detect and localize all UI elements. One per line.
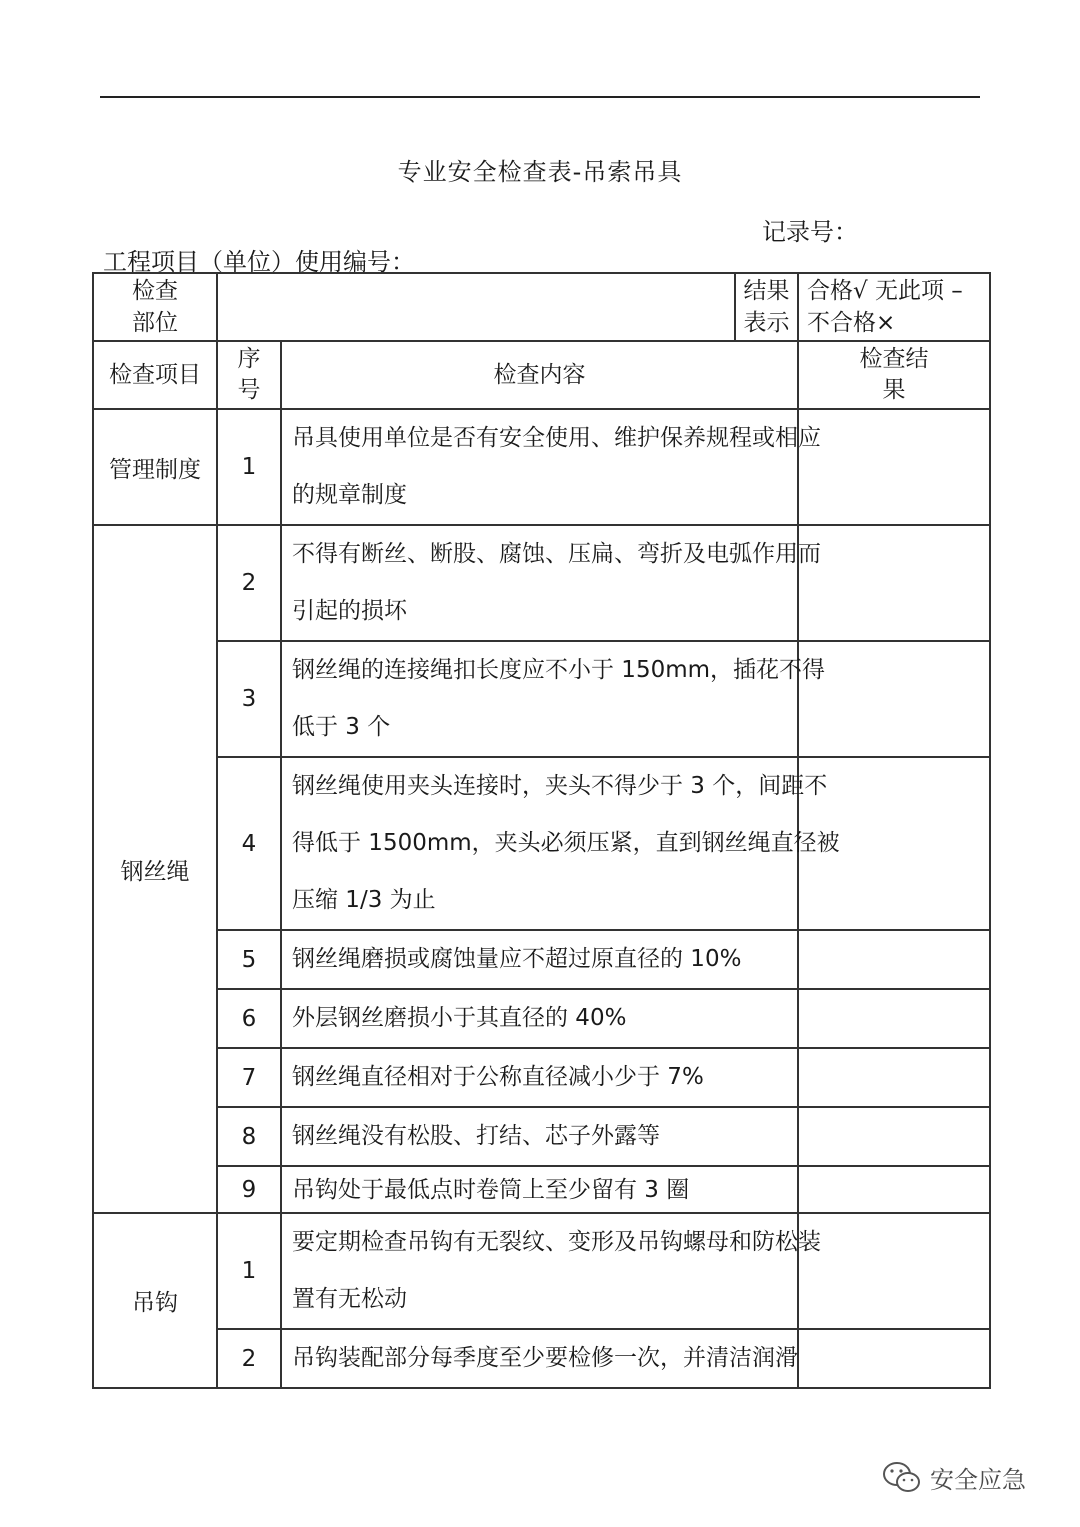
column-header-content: 检查内容: [281, 341, 798, 409]
content-line: 吊钩处于最低点时卷筒上至少留有 3 圈: [292, 1176, 690, 1203]
table-row: [93, 1166, 990, 1213]
table-row: [93, 930, 990, 989]
table-row: [93, 1048, 990, 1107]
table-row: [93, 409, 990, 525]
result-cell[interactable]: [798, 989, 990, 1048]
seq-cell: 4: [217, 757, 281, 930]
content-line: 不得有断丝、断股、腐蚀、压扁、弯折及电弧作用而: [292, 541, 821, 567]
seq-cell: 2: [217, 1329, 281, 1388]
document-title: 专业安全检查表-吊索吊具: [397, 158, 683, 186]
record-number-label: 记录号：: [762, 218, 858, 246]
seq-cell: 2: [217, 525, 281, 641]
seq-cell: 1: [217, 409, 281, 525]
content-line: 要定期检查吊钩有无裂纹、变形及吊钩螺母和防松装: [292, 1229, 821, 1255]
content-line: 钢丝绳没有松股、打结、芯子外露等: [292, 1123, 660, 1149]
table-row: [93, 1329, 990, 1388]
table-row: [93, 641, 990, 757]
table-row: [93, 1213, 990, 1329]
content-line: 吊钩装配部分每季度至少要检修一次，并清洁润滑: [292, 1345, 798, 1371]
seq-cell: 7: [217, 1048, 281, 1107]
content-cell: [281, 1213, 821, 1329]
result-legend: 合格√ 无此项 – 不合格×: [798, 273, 990, 341]
location-value-cell[interactable]: [217, 273, 735, 341]
column-header-result: 检查结 果: [798, 341, 990, 409]
seq-cell: 1: [217, 1213, 281, 1329]
result-cell[interactable]: [798, 641, 990, 757]
content-line: 置有无松动: [292, 1286, 407, 1312]
column-header-seq: 序 号: [217, 341, 281, 409]
content-cell: [281, 1166, 798, 1213]
project-line: 工程项目（单位）使用编号：: [103, 248, 415, 276]
content-line: 钢丝绳直径相对于公称直径减小少于 7%: [292, 1064, 704, 1090]
content-line: 钢丝绳使用夹头连接时，夹头不得少于 3 个，间距不: [292, 773, 828, 799]
category-cell: 吊钩: [93, 1213, 217, 1388]
content-cell: [281, 930, 798, 989]
content-line: 吊具使用单位是否有安全使用、维护保养规程或相应: [292, 425, 821, 451]
location-label: 检查 部位: [93, 273, 217, 341]
result-cell[interactable]: [798, 1048, 990, 1107]
seq-cell: 6: [217, 989, 281, 1048]
content-cell: [281, 1107, 798, 1166]
table-row: [93, 525, 990, 641]
result-cell[interactable]: [798, 930, 990, 989]
result-cell[interactable]: [798, 1329, 990, 1388]
content-line: 得低于 1500mm，夹头必须压紧，直到钢丝绳直径被: [292, 830, 840, 856]
result-cell[interactable]: [798, 1213, 990, 1329]
seq-cell: 9: [217, 1166, 281, 1213]
seq-cell: 3: [217, 641, 281, 757]
content-line: 引起的损坏: [292, 598, 407, 624]
table-row: [93, 757, 990, 930]
content-cell: [281, 409, 821, 525]
content-cell: [281, 1048, 798, 1107]
category-cell: 钢丝绳: [93, 525, 217, 1213]
content-cell: [281, 641, 826, 757]
watermark: [882, 1460, 1026, 1495]
content-line: 钢丝绳的连接绳扣长度应不小于 150mm，插花不得: [292, 657, 826, 683]
column-header-row: [93, 341, 990, 409]
content-cell: [281, 757, 840, 930]
table-row: [93, 989, 990, 1048]
wechat-icon: [882, 1461, 922, 1495]
header-row: [93, 273, 990, 341]
content-line: 钢丝绳磨损或腐蚀量应不超过原直径的 10%: [292, 946, 742, 972]
inspection-table: [92, 272, 991, 1389]
content-line: 低于 3 个: [292, 714, 391, 740]
result-cell[interactable]: [798, 1166, 990, 1213]
result-cell[interactable]: [798, 1107, 990, 1166]
content-cell: [281, 1329, 798, 1388]
result-cell[interactable]: [798, 409, 990, 525]
table-body: [93, 409, 990, 1388]
content-cell: [281, 989, 798, 1048]
content-cell: [281, 525, 821, 641]
result-legend-label: 结果 表示: [735, 273, 798, 341]
content-line: 外层钢丝磨损小于其直径的 40%: [292, 1005, 627, 1031]
watermark-text: 安全应急: [930, 1466, 1026, 1494]
seq-cell: 8: [217, 1107, 281, 1166]
result-cell[interactable]: [798, 525, 990, 641]
top-rule: [100, 96, 980, 98]
table-row: [93, 1107, 990, 1166]
content-line: 的规章制度: [292, 482, 407, 508]
seq-cell: 5: [217, 930, 281, 989]
content-line: 压缩 1/3 为止: [292, 887, 436, 913]
category-cell: 管理制度: [93, 409, 217, 525]
column-header-item: 检查项目: [93, 341, 217, 409]
